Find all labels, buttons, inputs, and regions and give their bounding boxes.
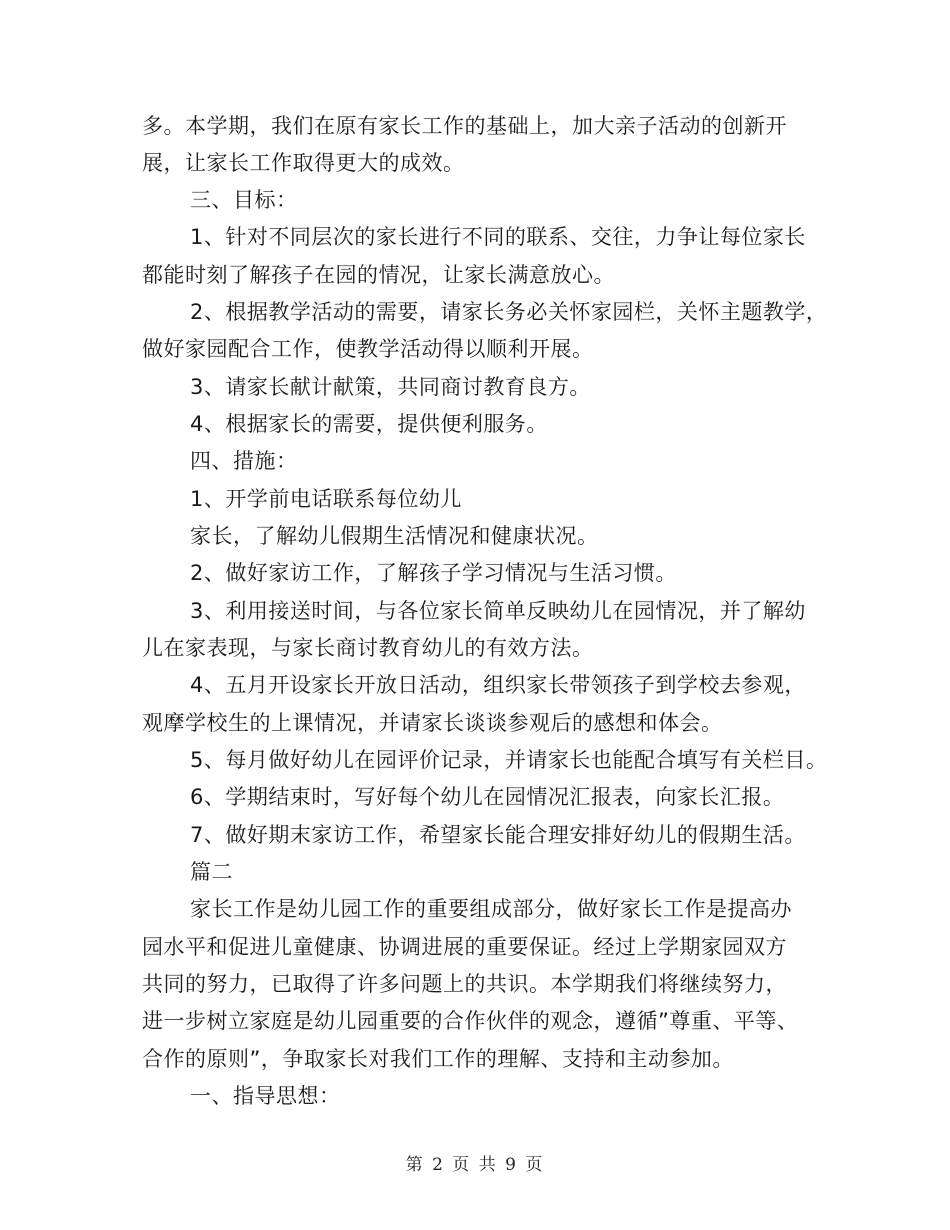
text-line: 合作的原则”，争取家长对我们工作的理解、支持和主动参加。 — [142, 1047, 734, 1071]
page-number: 第 2 页 共 9 页 — [405, 1155, 545, 1175]
section-heading: 一、指导思想： — [190, 1084, 341, 1108]
text-line: 进一步树立家庭是幼儿园重要的合作伙伴的观念，遵循”尊重、平等、 — [142, 1009, 799, 1033]
text-line: 1、针对不同层次的家长进行不同的联系、交往，力争让每位家长 — [190, 225, 806, 249]
text-line: 展，让家长工作取得更大的成效。 — [142, 151, 465, 175]
text-line: 家长工作是幼儿园工作的重要组成部分，做好家长工作是提高办 — [190, 897, 792, 921]
text-line: 2、做好家访工作，了解孩子学习情况与生活习惯。 — [190, 561, 677, 585]
text-line: 1、开学前电话联系每位幼儿 — [190, 487, 462, 511]
text-line: 3、利用接送时间，与各位家长简单反映幼儿在园情况，并了解幼 — [190, 599, 806, 623]
text-line: 共同的努力，已取得了许多问题上的共识。本学期我们将继续努力， — [142, 972, 787, 996]
text-line: 观摩学校生的上课情况，并请家长谈谈参观后的感想和体会。 — [142, 711, 723, 735]
section-heading: 四、措施： — [190, 449, 298, 473]
section-heading: 三、目标： — [190, 188, 298, 212]
text-line: 园水平和促进儿童健康、协调进展的重要保证。经过上学期家园双方 — [142, 935, 787, 959]
text-line: 都能时刻了解孩子在园的情况，让家长满意放心。 — [142, 263, 615, 287]
text-line: 6、学期结束时，写好每个幼儿在园情况汇报表，向家长汇报。 — [190, 785, 785, 809]
text-line: 4、五月开设家长开放日活动，组织家长带领孩子到学校去参观， — [190, 673, 806, 697]
text-line: 2、根据教学活动的需要，请家长务必关怀家园栏，关怀主题教学， — [190, 300, 828, 324]
text-line: 3、请家长献计献策，共同商讨教育良方。 — [190, 375, 591, 399]
text-line: 7、做好期末家访工作，希望家长能合理安排好幼儿的假期生活。 — [190, 823, 806, 847]
text-line: 5、每月做好幼儿在园评价记录，并请家长也能配合填写有关栏目。 — [190, 748, 828, 772]
text-line: 做好家园配合工作，使教学活动得以顺利开展。 — [142, 337, 594, 361]
text-line: 4、根据家长的需要，提供便利服务。 — [190, 412, 548, 436]
section-heading: 篇二 — [190, 860, 233, 884]
text-line: 儿在家表现，与家长商讨教育幼儿的有效方法。 — [142, 636, 594, 660]
text-line: 家长，了解幼儿假期生活情况和健康状况。 — [190, 524, 599, 548]
text-line: 多。本学期，我们在原有家长工作的基础上，加大亲子活动的创新开 — [142, 114, 787, 138]
